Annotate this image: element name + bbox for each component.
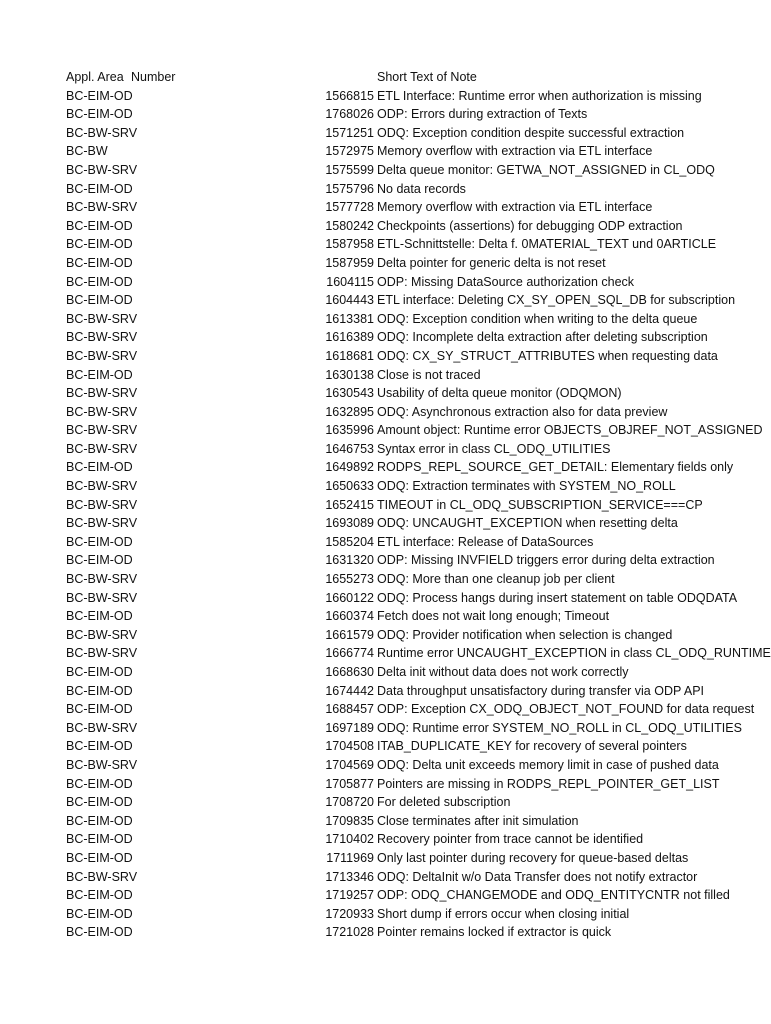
table-row: [0, 198, 768, 217]
cell-appl-area: BC-EIM-OD: [66, 88, 133, 103]
cell-appl-area: BC-EIM-OD: [66, 367, 133, 382]
cell-appl-area: BC-BW-SRV: [66, 441, 138, 456]
cell-note-number: 1693089: [325, 516, 374, 531]
cell-note-number: 1630543: [325, 386, 374, 401]
cell-short-text: ODQ: Asynchronous extraction also for data preview: [377, 404, 668, 419]
table-row: [0, 217, 768, 236]
column-header-area: Appl. Area: [66, 70, 124, 84]
cell-appl-area: BC-BW-SRV: [66, 348, 138, 363]
notes-table: [0, 68, 771, 942]
cell-short-text: Memory overflow with extraction via ETL interface: [377, 144, 653, 159]
cell-note-number: 1660374: [325, 609, 374, 624]
cell-short-text: Data throughput unsatisfactory during transfer via ODP API: [377, 683, 705, 698]
cell-appl-area: BC-EIM-OD: [66, 683, 133, 698]
table-row: [0, 793, 768, 812]
cell-appl-area: BC-BW-SRV: [66, 404, 138, 419]
table-row: [0, 421, 768, 440]
cell-short-text: ODQ: Runtime error SYSTEM_NO_ROLL in CL_ODQ_UTILITIES: [377, 720, 742, 735]
table-header-row: [0, 68, 768, 87]
table-row: [0, 105, 768, 124]
table-row: [0, 477, 768, 496]
cell-note-number: 1618681: [325, 348, 374, 363]
cell-note-number: 1585204: [325, 534, 374, 549]
cell-short-text: Usability of delta queue monitor (ODQMON): [377, 386, 622, 401]
cell-appl-area: BC-BW-SRV: [66, 200, 138, 215]
table-row: [0, 161, 768, 180]
cell-note-number: 1649892: [325, 460, 374, 475]
cell-note-number: 1688457: [325, 702, 374, 717]
cell-appl-area: BC-BW-SRV: [66, 423, 138, 438]
cell-appl-area: BC-BW-SRV: [66, 590, 138, 605]
cell-appl-area: BC-EIM-OD: [66, 181, 133, 196]
cell-note-number: 1720933: [325, 906, 374, 921]
cell-appl-area: BC-BW-SRV: [66, 125, 138, 140]
table-row: [0, 458, 768, 477]
cell-note-number: 1566815: [325, 88, 374, 103]
cell-short-text: Pointers are missing in RODPS_REPL_POINTER_GET_LIST: [377, 776, 720, 791]
cell-appl-area: BC-EIM-OD: [66, 739, 133, 754]
cell-short-text: Delta queue monitor: GETWA_NOT_ASSIGNED in CL_ODQ: [377, 162, 715, 177]
cell-appl-area: BC-EIM-OD: [66, 274, 133, 289]
cell-appl-area: BC-EIM-OD: [66, 795, 133, 810]
cell-note-number: 1713346: [325, 869, 374, 884]
cell-appl-area: BC-BW-SRV: [66, 386, 138, 401]
cell-short-text: Delta pointer for generic delta is not reset: [377, 255, 606, 270]
cell-short-text: No data records: [377, 181, 466, 196]
cell-appl-area: BC-EIM-OD: [66, 665, 133, 679]
cell-appl-area: BC-EIM-OD: [66, 906, 133, 921]
cell-appl-area: BC-EIM-OD: [66, 609, 133, 624]
cell-appl-area: BC-BW-SRV: [66, 646, 138, 661]
cell-appl-area: BC-EIM-OD: [66, 255, 133, 270]
table-row: [0, 570, 768, 589]
cell-note-number: 1635996: [325, 423, 374, 438]
cell-note-number: 1631320: [325, 553, 374, 568]
cell-short-text: ODP: Missing INVFIELD triggers error during delta extraction: [377, 553, 715, 568]
cell-short-text: ETL interface: Release of DataSources: [377, 534, 594, 549]
cell-short-text: Syntax error in class CL_ODQ_UTILITIES: [377, 441, 611, 456]
cell-appl-area: BC-EIM-OD: [66, 832, 133, 847]
cell-short-text: For deleted subscription: [377, 795, 511, 810]
table-row: [0, 403, 768, 422]
table-row: [0, 886, 768, 905]
cell-note-number: 1580242: [325, 218, 374, 233]
table-row: [0, 682, 768, 701]
cell-short-text: ODQ: Extraction terminates with SYSTEM_NO_ROLL: [377, 479, 676, 494]
cell-short-text: ODQ: More than one cleanup job per client: [377, 572, 615, 587]
table-row: [0, 533, 768, 552]
cell-short-text: ODP: Exception CX_ODQ_OBJECT_NOT_FOUND for data request: [377, 702, 755, 717]
cell-note-number: 1768026: [325, 107, 374, 122]
cell-short-text: Checkpoints (assertions) for debugging ODP extraction: [377, 218, 683, 233]
cell-short-text: ODQ: UNCAUGHT_EXCEPTION when resetting delta: [377, 516, 678, 531]
table-row: [0, 775, 768, 794]
cell-note-number: 1661579: [325, 627, 374, 642]
cell-short-text: Only last pointer during recovery for queue-based deltas: [377, 850, 689, 865]
cell-appl-area: BC-BW-SRV: [66, 720, 138, 735]
cell-short-text: Close terminates after init simulation: [377, 813, 579, 828]
table-row: [0, 663, 768, 682]
cell-short-text: ITAB_DUPLICATE_KEY for recovery of several pointers: [377, 739, 687, 754]
cell-note-number: 1719257: [325, 888, 374, 903]
cell-appl-area: BC-BW-SRV: [66, 627, 138, 642]
table-row: [0, 812, 768, 831]
cell-short-text: ETL interface: Deleting CX_SY_OPEN_SQL_DB for subscription: [377, 293, 736, 308]
cell-short-text: ETL Interface: Runtime error when authorization is missing: [377, 88, 702, 103]
cell-short-text: ODP: Errors during extraction of Texts: [377, 107, 588, 122]
table-row: [0, 310, 768, 329]
table-row: [0, 868, 768, 887]
cell-appl-area: BC-EIM-OD: [66, 293, 133, 308]
cell-note-number: 1708720: [325, 795, 374, 810]
cell-appl-area: BC-EIM-OD: [66, 237, 133, 252]
table-row: [0, 589, 768, 608]
cell-note-number: 1697189: [325, 720, 374, 735]
cell-note-number: 1646753: [325, 441, 374, 456]
table-row: [0, 384, 768, 403]
cell-short-text: ODQ: Exception condition when writing to the delta queue: [377, 311, 698, 326]
cell-appl-area: BC-BW-SRV: [66, 330, 138, 345]
table-row: [0, 440, 768, 459]
cell-appl-area: BC-EIM-OD: [66, 460, 133, 475]
cell-short-text: TIMEOUT in CL_ODQ_SUBSCRIPTION_SERVICE===CP: [377, 497, 703, 512]
cell-note-number: 1616389: [325, 330, 374, 345]
table-row: [0, 273, 768, 292]
cell-note-number: 1704569: [325, 757, 374, 772]
cell-appl-area: BC-EIM-OD: [66, 776, 133, 791]
cell-note-number: 1704508: [325, 739, 374, 754]
cell-note-number: 1632895: [325, 404, 374, 419]
cell-appl-area: BC-EIM-OD: [66, 702, 133, 717]
table-row: [0, 291, 768, 310]
cell-short-text: ODQ: Exception condition despite successful extraction: [377, 125, 685, 140]
cell-short-text: Short dump if errors occur when closing initial: [377, 906, 630, 921]
cell-appl-area: BC-BW-SRV: [66, 869, 138, 884]
cell-note-number: 1711969: [326, 850, 374, 865]
cell-note-number: 1575796: [325, 181, 374, 196]
cell-short-text: ODP: Missing DataSource authorization check: [377, 274, 635, 289]
cell-note-number: 1572975: [325, 144, 374, 159]
column-header-short-text: Short Text of Note: [377, 70, 477, 84]
table-row: [0, 719, 768, 738]
table-body: [0, 87, 771, 942]
table-row: [0, 514, 768, 533]
table-row: [0, 756, 768, 775]
cell-note-number: 1575599: [325, 162, 374, 177]
cell-note-number: 1705877: [325, 776, 374, 791]
cell-short-text: Memory overflow with extraction via ETL interface: [377, 200, 653, 215]
cell-short-text: Close is not traced: [377, 367, 481, 382]
cell-short-text: ODQ: DeltaInit w/o Data Transfer does not notify extractor: [377, 869, 698, 884]
cell-note-number: 1674442: [325, 683, 374, 698]
table-row: [0, 737, 768, 756]
cell-note-number: 1721028: [325, 925, 374, 940]
cell-short-text: ODQ: Incomplete delta extraction after deleting subscription: [377, 330, 708, 345]
cell-note-number: 1571251: [325, 125, 374, 140]
column-header-number: Number: [131, 70, 176, 84]
cell-appl-area: BC-EIM-OD: [66, 813, 133, 828]
cell-short-text: ODQ: Provider notification when selection is changed: [377, 627, 673, 642]
cell-note-number: 1668630: [325, 665, 374, 679]
cell-short-text: RODPS_REPL_SOURCE_GET_DETAIL: Elementary fields only: [377, 460, 734, 475]
cell-appl-area: BC-BW-SRV: [66, 162, 138, 177]
cell-note-number: 1587958: [325, 237, 374, 252]
cell-short-text: ODQ: Process hangs during insert statement on table ODQDATA: [377, 590, 738, 605]
cell-short-text: Pointer remains locked if extractor is quick: [377, 925, 612, 940]
cell-appl-area: BC-EIM-OD: [66, 218, 133, 233]
cell-short-text: ODQ: Delta unit exceeds memory limit in case of pushed data: [377, 757, 719, 772]
cell-appl-area: BC-BW-SRV: [66, 479, 138, 494]
table-row: [0, 254, 768, 273]
cell-note-number: 1613381: [325, 311, 374, 326]
cell-note-number: 1666774: [325, 646, 374, 661]
cell-note-number: 1709835: [325, 813, 374, 828]
cell-short-text: Runtime error UNCAUGHT_EXCEPTION in class CL_ODQ_RUNTIME: [377, 646, 771, 661]
cell-appl-area: BC-BW-SRV: [66, 311, 138, 326]
table-row: [0, 607, 768, 626]
cell-appl-area: BC-BW-SRV: [66, 572, 138, 587]
table-row: [0, 142, 768, 161]
cell-note-number: 1577728: [325, 200, 374, 215]
cell-note-number: 1604115: [326, 274, 374, 289]
cell-note-number: 1652415: [325, 497, 374, 512]
cell-appl-area: BC-EIM-OD: [66, 925, 133, 940]
cell-appl-area: BC-EIM-OD: [66, 850, 133, 865]
table-row: [0, 644, 771, 663]
cell-note-number: 1604443: [325, 293, 374, 308]
cell-appl-area: BC-EIM-OD: [66, 553, 133, 568]
table-row: [0, 496, 768, 515]
table-row: [0, 347, 768, 366]
table-row: [0, 366, 768, 385]
cell-appl-area: BC-EIM-OD: [66, 888, 133, 903]
cell-note-number: 1710402: [325, 832, 374, 847]
cell-note-number: 1655273: [325, 572, 374, 587]
cell-note-number: 1660122: [325, 590, 374, 605]
cell-short-text: Delta init without data does not work correctly: [377, 665, 629, 679]
table-row: [0, 923, 768, 942]
table-row: [0, 830, 768, 849]
table-row: [0, 124, 768, 143]
cell-short-text: Amount object: Runtime error OBJECTS_OBJREF_NOT_ASSIGNED: [377, 423, 763, 438]
table-row: [0, 905, 768, 924]
cell-note-number: 1650633: [325, 479, 374, 494]
table-row: [0, 87, 768, 106]
cell-appl-area: BC-BW-SRV: [66, 516, 138, 531]
cell-appl-area: BC-BW-SRV: [66, 757, 138, 772]
table-row: [0, 551, 768, 570]
cell-appl-area: BC-BW-SRV: [66, 497, 138, 512]
cell-short-text: ODP: ODQ_CHANGEMODE and ODQ_ENTITYCNTR not filled: [377, 888, 730, 903]
cell-short-text: Fetch does not wait long enough; Timeout: [377, 609, 610, 624]
table-row: [0, 700, 768, 719]
cell-appl-area: BC-BW: [66, 144, 108, 159]
cell-short-text: Recovery pointer from trace cannot be identified: [377, 832, 644, 847]
cell-note-number: 1587959: [325, 255, 374, 270]
table-row: [0, 849, 768, 868]
cell-short-text: ODQ: CX_SY_STRUCT_ATTRIBUTES when requesting data: [377, 348, 718, 363]
table-row: [0, 328, 768, 347]
table-row: [0, 180, 768, 199]
cell-appl-area: BC-EIM-OD: [66, 107, 133, 122]
cell-note-number: 1630138: [325, 367, 374, 382]
cell-short-text: ETL-Schnittstelle: Delta f. 0MATERIAL_TEXT und 0ARTICLE: [377, 237, 717, 252]
cell-appl-area: BC-EIM-OD: [66, 534, 133, 549]
table-row: [0, 235, 768, 254]
table-row: [0, 626, 768, 645]
